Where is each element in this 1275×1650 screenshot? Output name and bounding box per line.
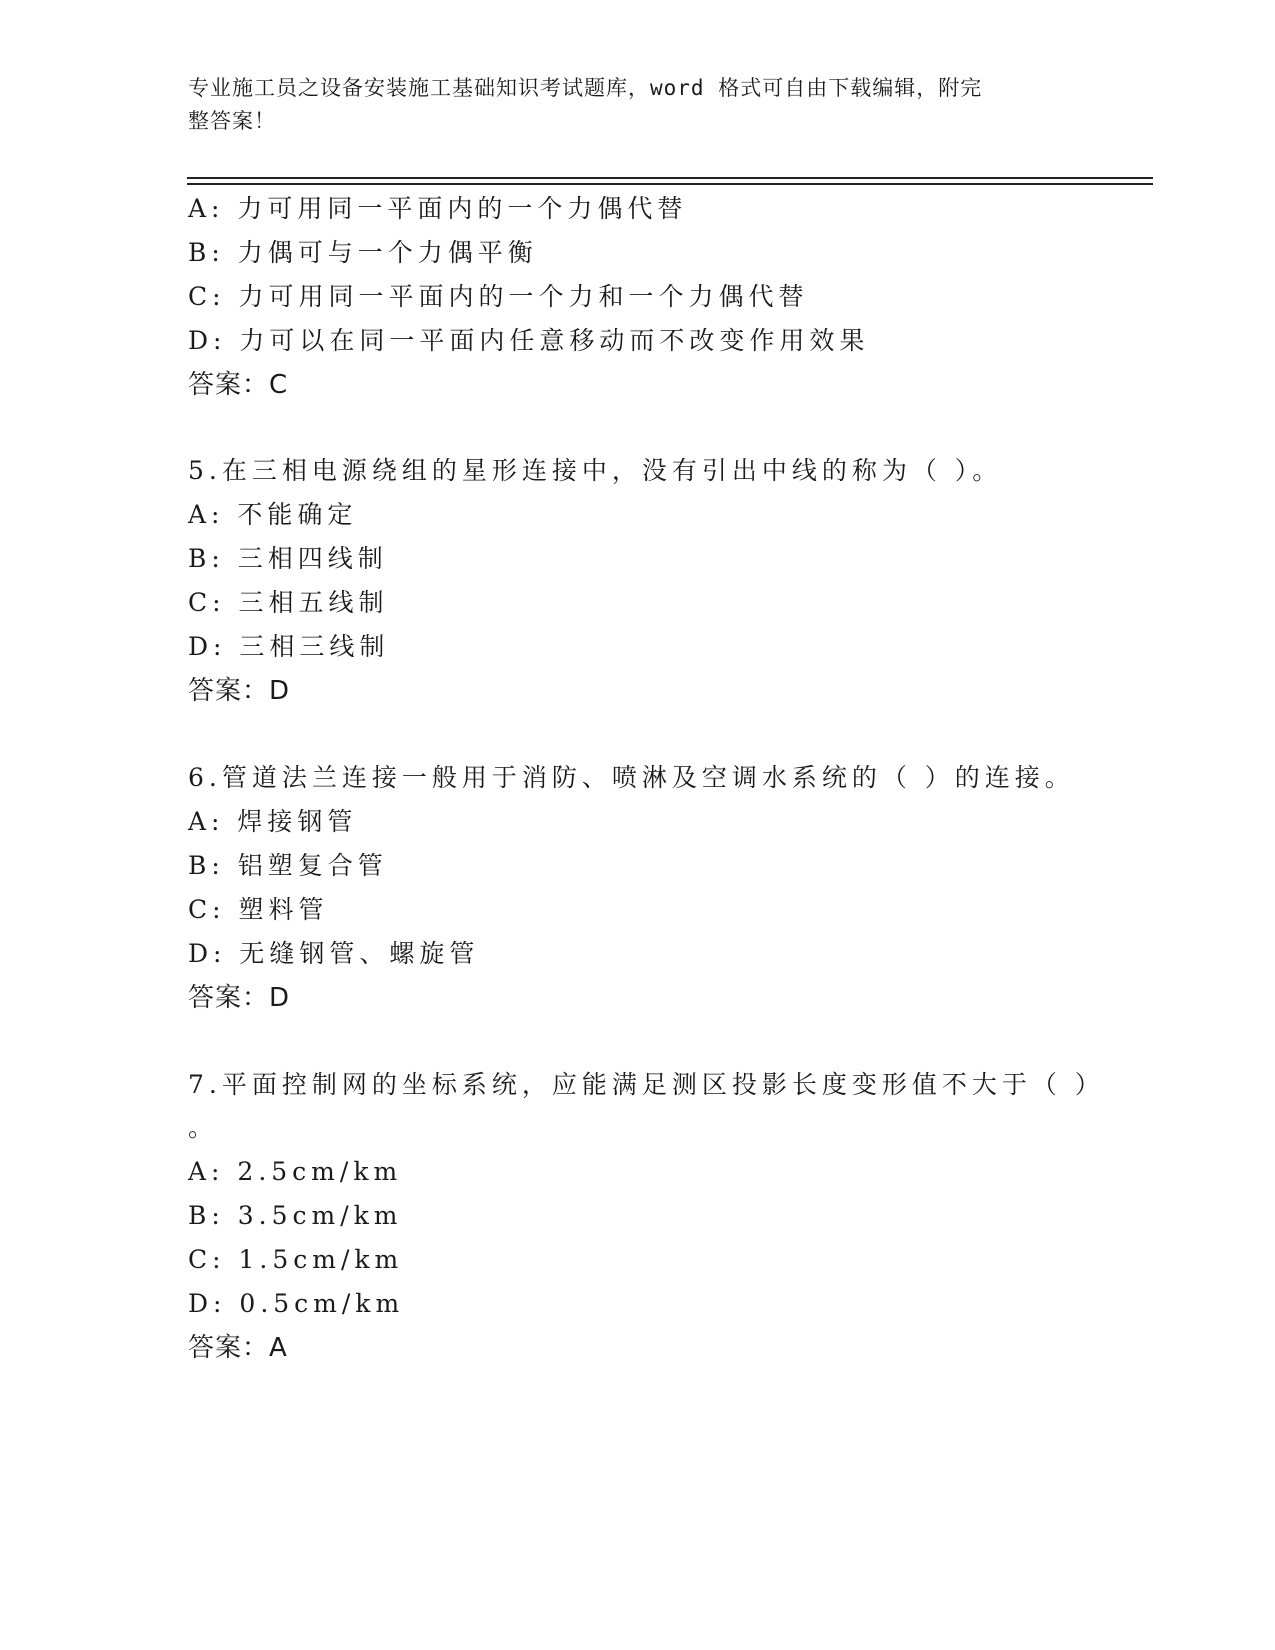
q7-answer: 答案：A (188, 1333, 288, 1363)
q7-option-b: B: 3.5cm/km (188, 1201, 403, 1230)
q6-answer: 答案：D (188, 983, 291, 1013)
q6-option-a: A: 焊接钢管 (188, 807, 358, 836)
q4-option-d: D: 力可以在同一平面内任意移动而不改变作用效果 (188, 326, 870, 355)
document-header (188, 72, 1088, 138)
q5-option-c: C: 三相五线制 (188, 588, 389, 617)
q5-question: 5.在三相电源绕组的星形连接中，没有引出中线的称为（ ）。 (188, 456, 1003, 485)
q6-question: 6.管道法兰连接一般用于消防、喷淋及空调水系统的（ ）的连接。 (188, 763, 1075, 792)
q5-answer: 答案：D (188, 676, 291, 706)
q7-question-continuation: 。 (188, 1113, 219, 1142)
header-divider-bottom (187, 183, 1153, 185)
q4-option-c: C: 力可用同一平面内的一个力和一个力偶代替 (188, 282, 809, 311)
q6-option-c: C: 塑料管 (188, 895, 329, 924)
q5-option-b: B: 三相四线制 (188, 544, 388, 573)
q5-option-d: D: 三相三线制 (188, 632, 390, 661)
q5-option-a: A: 不能确定 (188, 500, 358, 529)
q7-option-a: A: 2.5cm/km (188, 1157, 403, 1186)
header-title-line-2: 整答案！ (188, 109, 276, 133)
q4-option-a: A: 力可用同一平面内的一个力偶代替 (188, 194, 688, 223)
q6-option-d: D: 无缝钢管、螺旋管 (188, 939, 480, 968)
q7-option-c: C: 1.5cm/km (188, 1245, 404, 1274)
header-divider-top (187, 177, 1153, 179)
q4-answer: 答案：C (188, 370, 289, 400)
q6-option-b: B: 铝塑复合管 (188, 851, 388, 880)
q7-option-d: D: 0.5cm/km (188, 1289, 405, 1318)
q7-question: 7.平面控制网的坐标系统，应能满足测区投影长度变形值不大于（ ） (188, 1070, 1105, 1099)
header-title-line-1: 专业施工员之设备安装施工基础知识考试题库，word 格式可自由下载编辑，附完 (188, 76, 983, 100)
q4-option-b: B: 力偶可与一个力偶平衡 (188, 238, 538, 267)
